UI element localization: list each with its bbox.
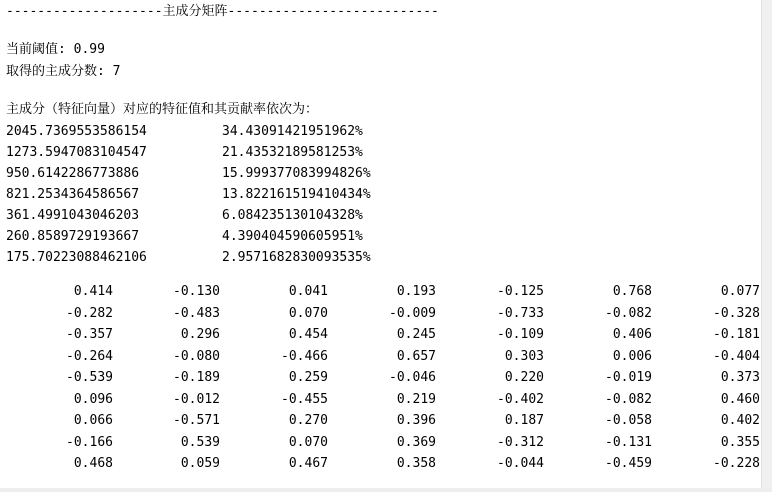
eigenvalue: 175.70223088462106 bbox=[6, 250, 147, 265]
matrix-cell: -0.166 bbox=[66, 434, 113, 450]
matrix-cell: 0.006 bbox=[612, 348, 652, 364]
matrix-cell: 0.657 bbox=[396, 348, 436, 364]
threshold-line: 当前阈值: 0.99 bbox=[6, 42, 105, 57]
matrix-cell: 0.220 bbox=[504, 370, 544, 385]
matrix-cell: -0.181 bbox=[713, 327, 760, 342]
matrix-cell: 0.296 bbox=[180, 327, 220, 342]
matrix-cell: 0.358 bbox=[396, 456, 436, 471]
matrix-cell: 0.259 bbox=[288, 370, 328, 385]
matrix-cell: -0.539 bbox=[66, 370, 113, 385]
matrix-cell: -0.228 bbox=[713, 456, 760, 471]
matrix-cell: -0.455 bbox=[281, 391, 328, 407]
contribution-rate: 2.9571682830093535% bbox=[222, 250, 371, 265]
contribution-rate: 4.390404590605951% bbox=[222, 229, 363, 244]
matrix-cell: -0.019 bbox=[605, 370, 652, 385]
matrix-cell: -0.733 bbox=[497, 305, 544, 321]
matrix-cell: 0.402 bbox=[720, 413, 760, 428]
matrix-cell: -0.404 bbox=[713, 348, 760, 364]
matrix-cell: 0.406 bbox=[612, 327, 652, 342]
eigenvalue: 950.6142286773886 bbox=[6, 166, 140, 181]
matrix-cell: -0.080 bbox=[173, 348, 220, 364]
matrix-cell: 0.373 bbox=[720, 370, 760, 385]
eigen-list-title: 主成分（特征向量）对应的特征值和其贡献率依次为： bbox=[6, 102, 319, 117]
matrix-cell: -0.009 bbox=[389, 305, 436, 321]
matrix-cell: -0.130 bbox=[173, 284, 220, 299]
matrix-cell: 0.245 bbox=[396, 327, 436, 342]
matrix-cell: -0.357 bbox=[66, 327, 113, 342]
contribution-rate: 13.822161519410434% bbox=[222, 187, 371, 202]
matrix-cell: -0.044 bbox=[497, 456, 544, 471]
matrix-cell: -0.189 bbox=[173, 370, 220, 385]
matrix-cell: -0.046 bbox=[389, 370, 436, 385]
matrix-cell: 0.355 bbox=[720, 434, 760, 450]
eigenvalue: 2045.7369553586154 bbox=[6, 124, 147, 139]
matrix-cell: 0.219 bbox=[396, 391, 436, 407]
contribution-rate: 6.084235130104328% bbox=[222, 208, 363, 223]
component-count-line: 取得的主成分数: 7 bbox=[6, 64, 121, 79]
matrix-cell: -0.264 bbox=[66, 348, 113, 364]
matrix-cell: -0.328 bbox=[713, 305, 760, 321]
matrix-cell: -0.012 bbox=[173, 391, 220, 407]
eigenvalue: 1273.5947083104547 bbox=[6, 145, 147, 160]
matrix-cell: -0.571 bbox=[173, 413, 220, 428]
matrix-cell: 0.096 bbox=[73, 391, 113, 407]
matrix-cell: 0.460 bbox=[720, 391, 760, 407]
contribution-rate: 15.999377083994826% bbox=[222, 166, 371, 181]
matrix-cell: -0.282 bbox=[66, 305, 113, 321]
matrix-cell: -0.402 bbox=[497, 391, 544, 407]
eigenvalue: 361.4991043046203 bbox=[6, 208, 140, 223]
matrix-cell: 0.468 bbox=[73, 456, 113, 471]
matrix-cell: -0.466 bbox=[281, 348, 328, 364]
matrix-cell: 0.059 bbox=[180, 456, 220, 471]
matrix-cell: 0.193 bbox=[396, 284, 436, 299]
matrix-cell: -0.125 bbox=[497, 284, 544, 299]
matrix-cell: -0.058 bbox=[605, 413, 652, 428]
contribution-rate: 21.43532189581253% bbox=[222, 145, 363, 160]
window-bottom-edge bbox=[0, 488, 772, 492]
matrix-cell: -0.131 bbox=[605, 434, 652, 450]
matrix-cell: 0.768 bbox=[612, 284, 652, 299]
matrix-cell: 0.270 bbox=[288, 413, 328, 428]
matrix-cell: -0.483 bbox=[173, 305, 220, 321]
matrix-cell: 0.369 bbox=[396, 434, 436, 450]
matrix-cell: 0.414 bbox=[73, 284, 113, 299]
matrix-cell: 0.539 bbox=[180, 434, 220, 450]
matrix-cell: 0.070 bbox=[288, 305, 328, 321]
matrix-cell: -0.312 bbox=[497, 434, 544, 450]
contribution-rate: 34.43091421951962% bbox=[222, 124, 363, 139]
matrix-header: --------------------主成分矩阵--------------------------- bbox=[6, 4, 439, 19]
matrix-cell: 0.187 bbox=[504, 413, 544, 428]
matrix-cell: -0.109 bbox=[497, 327, 544, 342]
matrix-cell: -0.082 bbox=[605, 391, 652, 407]
vertical-scrollbar[interactable] bbox=[761, 0, 772, 492]
matrix-cell: 0.070 bbox=[288, 434, 328, 450]
matrix-cell: 0.041 bbox=[288, 284, 328, 299]
matrix-cell: 0.467 bbox=[288, 456, 328, 471]
matrix-cell: 0.454 bbox=[288, 327, 328, 342]
matrix-cell: -0.082 bbox=[605, 305, 652, 321]
matrix-cell: -0.459 bbox=[605, 456, 652, 471]
matrix-cell: 0.077 bbox=[720, 284, 760, 299]
eigenvalue: 821.2534364586567 bbox=[6, 187, 140, 202]
matrix-cell: 0.396 bbox=[396, 413, 436, 428]
matrix-cell: 0.066 bbox=[73, 413, 113, 428]
eigenvalue: 260.8589729193667 bbox=[6, 229, 140, 244]
matrix-cell: 0.303 bbox=[504, 348, 544, 364]
